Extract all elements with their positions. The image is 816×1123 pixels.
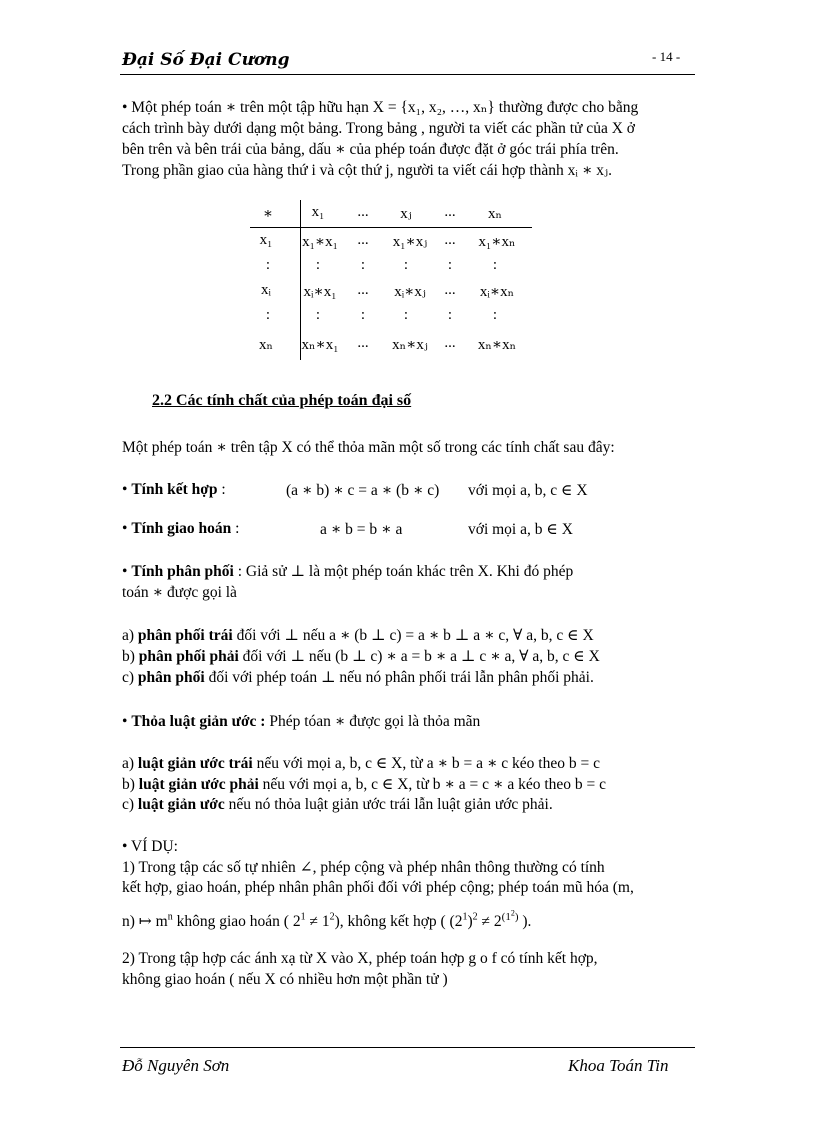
item-text: đối với ⊥ nếu (b ⊥ c) ∗ a = b ∗ a ⊥ c ∗ a, ∀ a, b, c ∈ X <box>238 648 600 665</box>
text: ), không kết hợp ( (2 <box>334 912 463 930</box>
superscript: 1 <box>462 911 468 923</box>
table-corner-operator: ∗ <box>262 206 274 222</box>
table-cell: ... <box>444 282 456 298</box>
table-cell: ... <box>444 232 456 248</box>
table-cell: xᵢ∗x₁ <box>303 284 337 300</box>
example-1-line-2: kết hợp, giao hoán, phép nhân phân phối đối với phép cộng; phép toán mũ hóa (m, <box>122 879 634 896</box>
header-title: Đại Số Đại Cương <box>122 50 290 70</box>
associativity-formula: (a ∗ b) ∗ c = a ∗ (b ∗ c) <box>286 482 440 499</box>
distributivity-both <box>122 668 594 687</box>
bullet: • <box>122 713 128 730</box>
superscript: (1 <box>501 910 511 923</box>
property-label: Thỏa luật giản ước : <box>131 713 266 730</box>
table-cell: x₁∗x₁ <box>302 234 338 250</box>
table-row-label: x₁ <box>259 232 273 248</box>
bullet: • <box>122 520 128 537</box>
table-cell: : <box>315 257 321 273</box>
item-prefix: c) <box>122 796 138 813</box>
superscript-group <box>501 908 519 923</box>
property-label: Tính kết hợp <box>131 481 218 498</box>
cancellation-both <box>122 796 553 814</box>
table-cell: : <box>360 257 366 273</box>
property-cancellation <box>122 712 480 731</box>
example-2-line-1: 2) Trong tập hợp các ánh xạ từ X vào X, phép toán hợp g o f có tính kết hợp, <box>122 950 598 967</box>
item-label: phân phối trái <box>137 627 233 644</box>
page-number: - 14 - <box>652 49 681 64</box>
property-colon: : <box>231 520 240 537</box>
table-cell: xᵢ∗xₙ <box>479 284 515 300</box>
table-row-label: xₙ <box>259 337 273 353</box>
associativity-condition: với mọi a, b, c ∈ X <box>468 482 588 499</box>
property-colon: : <box>217 481 226 498</box>
section-heading: 2.2 Các tính chất của phép toán đại số <box>152 392 412 409</box>
property-associativity <box>122 481 226 499</box>
footer-rule <box>120 1047 695 1048</box>
table-cell: xₙ∗xₙ <box>477 337 517 353</box>
superscript: 1 <box>300 911 306 923</box>
item-label: luật giản ước <box>137 796 225 813</box>
operation-table <box>0 0 816 400</box>
cancellation-text: Phép tóan ∗ được gọi là thỏa mãn <box>265 713 481 730</box>
table-cell: x₁∗xⱼ <box>392 234 428 250</box>
table-cell: : <box>492 257 498 273</box>
property-label: Tính giao hoán <box>131 520 232 537</box>
table-cell: : <box>447 307 453 323</box>
table-cell: xₙ∗xⱼ <box>392 337 428 353</box>
table-header-cell: ... <box>444 204 456 220</box>
intro-line: cách trình bày dưới dạng một bảng. Trong bảng , người ta viết các phần tử của X ở <box>122 120 635 137</box>
table-cell: : <box>403 257 409 273</box>
bullet: • <box>122 481 128 498</box>
table-row-label: : <box>265 257 271 273</box>
table-cell: ... <box>357 232 369 248</box>
commutativity-formula: a ∗ b = b ∗ a <box>320 521 403 538</box>
bullet: • <box>122 563 128 580</box>
section-intro: Một phép toán ∗ trên tập X có thể thỏa mãn một số trong các tính chất sau đây: <box>122 439 615 456</box>
item-prefix: b) <box>122 648 139 665</box>
intro-line: • Một phép toán ∗ trên một tập hữu hạn X = {x₁, x₂, …, xₙ} thường được cho bằng <box>122 99 639 116</box>
item-text: nếu với mọi a, b, c ∈ X, từ b ∗ a = c ∗ a kéo theo b = c <box>258 776 607 793</box>
text: n) ↦ m <box>122 912 168 930</box>
property-commutativity <box>122 520 239 538</box>
commutativity-condition: với mọi a, b ∈ X <box>468 521 573 538</box>
item-label: phân phối <box>137 669 205 686</box>
examples-title: • VÍ DỤ: <box>122 838 178 855</box>
footer-faculty: Khoa Toán Tin <box>568 1056 669 1075</box>
example-1-line-3 <box>122 908 531 931</box>
table-header-cell: ... <box>357 204 369 220</box>
table-cell: xᵢ∗xⱼ <box>394 284 426 300</box>
item-label: phân phối phải <box>138 648 239 665</box>
text: ). <box>518 912 532 930</box>
superscript: ) <box>514 910 519 923</box>
item-label: luật giản ước phải <box>138 776 259 793</box>
cancellation-left <box>122 754 600 773</box>
table-row-label: : <box>265 307 271 323</box>
table-header-cell: xⱼ <box>400 206 412 222</box>
item-prefix: a) <box>122 627 138 644</box>
distributivity-left <box>122 626 594 645</box>
table-row-label: xᵢ <box>261 282 271 298</box>
item-text: nếu nó thỏa luật giản ước trái lẫn luật giản ước phải. <box>224 796 553 813</box>
intro-line: Trong phần giao của hàng thứ i và cột thứ j, người ta viết cái hợp thành xᵢ ∗ xⱼ. <box>122 162 612 179</box>
table-cell: : <box>315 307 321 323</box>
table-cell: : <box>360 307 366 323</box>
distributivity-text-cont: toán ∗ được gọi là <box>122 584 237 601</box>
item-text: đối với ⊥ nếu a ∗ (b ⊥ c) = a ∗ b ⊥ a ∗ c, ∀ a, b, c ∈ X <box>232 627 594 644</box>
item-prefix: a) <box>122 755 138 772</box>
item-prefix: c) <box>122 669 138 686</box>
table-cell: x₁∗xₙ <box>478 234 516 250</box>
text: ) <box>467 912 473 930</box>
table-cell: : <box>447 257 453 273</box>
cancellation-right <box>122 775 606 794</box>
item-label: luật giản ước trái <box>137 755 253 772</box>
superscript: 2 <box>472 911 478 923</box>
item-text: đối với phép toán ⊥ nếu nó phân phối trái lẫn phân phối phải. <box>204 669 594 686</box>
intro-line: bên trên và bên trái của bảng, dấu ∗ của phép toán được đặt ở góc trái phía trên. <box>122 141 619 158</box>
item-text: nếu với mọi a, b, c ∈ X, từ a ∗ b = a ∗ c kéo theo b = c <box>252 755 600 772</box>
table-cell: xₙ∗x₁ <box>301 337 339 353</box>
table-horizontal-line <box>250 227 532 228</box>
table-cell: ... <box>357 282 369 298</box>
table-cell: : <box>403 307 409 323</box>
table-cell: ... <box>444 335 456 351</box>
item-prefix: b) <box>122 776 139 793</box>
table-header-cell: x₁ <box>311 204 325 220</box>
superscript-nested: 2 <box>510 908 515 917</box>
table-cell: : <box>492 307 498 323</box>
text: không giao hoán ( 2 <box>172 912 301 930</box>
distributivity-right <box>122 647 600 666</box>
property-distributivity <box>122 562 573 581</box>
property-label: Tính phân phối <box>131 563 234 580</box>
superscript: 2 <box>329 911 335 923</box>
text: ≠ 2 <box>477 912 502 930</box>
footer-author: Đỗ Nguyên Sơn <box>122 1056 230 1075</box>
example-2-line-2: không giao hoán ( nếu X có nhiều hơn một phần tử ) <box>122 971 448 988</box>
table-header-cell: xₙ <box>488 206 502 222</box>
distributivity-text: : Giả sử ⊥ là một phép toán khác trên X. Khi đó phép <box>233 563 574 580</box>
example-1-line-1: 1) Trong tập các số tự nhiên ∠, phép cộng và phép nhân thông thường có tính <box>122 859 605 876</box>
table-cell: ... <box>357 335 369 351</box>
superscript: n <box>167 911 173 923</box>
text: ≠ 1 <box>305 912 330 930</box>
